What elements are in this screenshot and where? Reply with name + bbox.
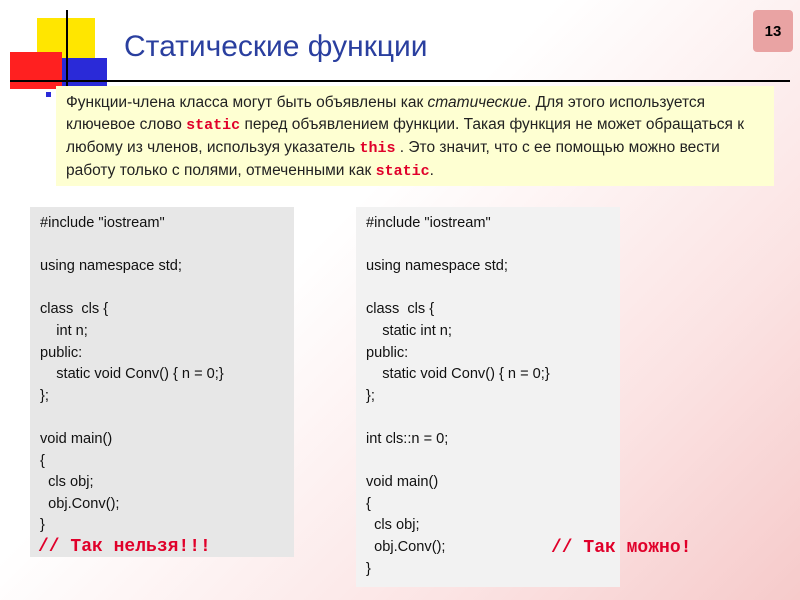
keyword-static: static — [375, 163, 430, 180]
code-panel-valid: #include "iostream" using namespace std; class cls { static int n; public: static void Conv() { n = 0;} }; int cls::n = 0; void main() { cls obj; obj.Conv(); } — [356, 207, 620, 587]
decor-red-square — [10, 52, 62, 89]
description-box — [56, 86, 774, 186]
keyword-static: static — [186, 117, 241, 134]
decor-blue-square — [62, 58, 107, 88]
description-text: . Для этого используется ключевое слово — [66, 94, 706, 133]
bullet-marker — [46, 92, 51, 97]
description-text: . — [429, 162, 434, 179]
slide-title: Статические функции — [124, 30, 428, 63]
description-italic-term: статические — [427, 94, 527, 111]
code-panel-invalid: #include "iostream" using namespace std; class cls { int n; public: static void Conv() { n = 0;} }; void main() { cls obj; obj.Conv(); } — [30, 207, 294, 557]
keyword-this: this — [359, 140, 396, 157]
description-text: Функции-члена класса могут быть объявлены как — [66, 94, 428, 111]
decor-vertical-line — [66, 10, 68, 98]
invalid-code-note: // Так нельзя!!! — [38, 537, 211, 557]
page-number-badge: 13 — [753, 10, 793, 52]
description-text: . Это значит, что с ее помощью можно вести работу только с полями, отмеченными как — [66, 139, 720, 179]
title-divider-line — [10, 80, 790, 82]
description-text: перед объявлением функции. Такая функция не может обращаться к любому из членов, используя указатель — [66, 116, 745, 156]
valid-code-note: // Так можно! — [551, 538, 692, 558]
